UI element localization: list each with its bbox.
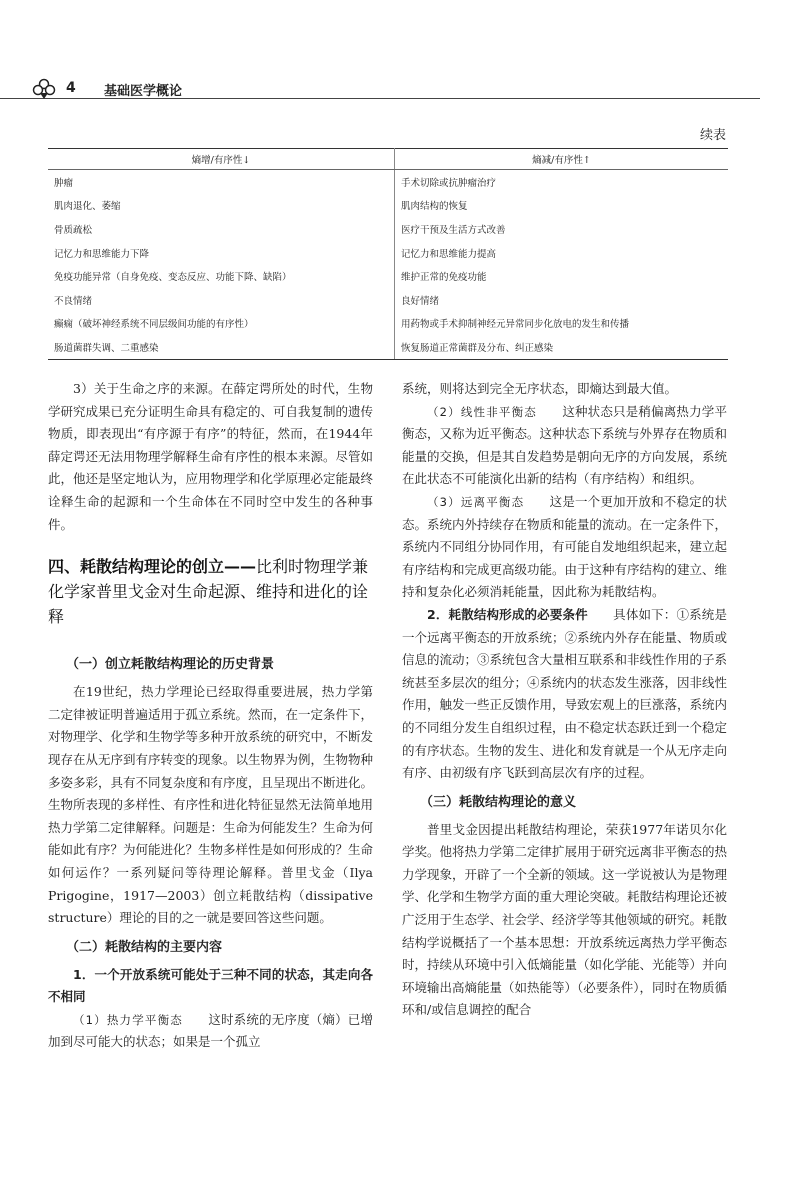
table-cell: 肌肉结构的恢复	[401, 201, 468, 213]
table-cell: 恢复肠道正常菌群及分布、纠正感染	[395, 335, 729, 359]
left-column	[48, 378, 373, 1054]
table-row	[48, 241, 728, 265]
table-cell: 肠道菌群失调、二重感染	[48, 335, 395, 359]
paragraph-history: 在19世纪，热力学理论已经取得重要进展，热力学第二定律被证明普遍适用于孤立系统。然而，在一定条件下，对物理学、化学和生物学等多种开放系统的研究中，不断发现存在从无序到有序转变的现象。以生物界为例，生物物种多姿多彩，具有不同复杂度和有序度，且呈现出不断进化。生物所表现的多样性、有序性和进化特征显然无法简单地用热力学第二定律解释。问题是：生命为何能发生？生命为何能如此有序？为何能进化？生物多样性是如何形成的？生命如何运作？一系列疑问等待理论解释。普里戈金（Ilya Prigogine，1917—2003）创立耗散结构（dissipative structure）理论的目的之一就是要回答这些问题。	[48, 684, 374, 926]
table-cell: 记忆力和思维能力提高	[401, 248, 497, 260]
table-row	[48, 288, 728, 312]
table-row	[48, 170, 728, 194]
paragraph-life-order-origin: 3）关于生命之序的来源。在薛定谔所处的时代，生物学研究成果已充分证明生命具有稳定的、可自我复制的遗传物质，即表现出“有序源于有序”的特征，然而，在1944年薛定谔还无法用物理学解释生命有序性的根本来源。尽管如此，他还是坚定地认为，应用物理学和化学原理必定能最终诠释生命的起源和一个生命体在不同时空中发生的各种事件。	[48, 381, 374, 532]
table-row	[48, 335, 728, 359]
clover-logo-icon	[32, 78, 56, 100]
subsection-heading-significance: （三）耗散结构理论的意义	[420, 794, 577, 810]
item-necessary-conditions: 2．耗散结构形成的必要条件	[427, 606, 588, 622]
table-header-row	[48, 149, 728, 170]
book-title: 基础医学概论	[104, 84, 183, 99]
paragraph-equilibrium	[48, 1009, 373, 1054]
page-header	[0, 78, 800, 100]
table-cell: 不良情绪	[48, 288, 395, 312]
subsection-heading-main-content: （二）耗散结构的主要内容	[66, 939, 223, 955]
table-row	[48, 312, 728, 336]
column-header-entropy-decrease: 熵减/有序性↑	[395, 149, 729, 170]
page-number: 4	[66, 80, 76, 96]
item-three-states: 1．一个开放系统可能处于三种不同的状态，其走向各不相同	[48, 966, 373, 1005]
section-heading-rest: 比利时物理学兼化学家普里戈金对生命起源、维持和进化的诠释	[48, 557, 369, 627]
subsection-heading-history: （一）创立耗散结构理论的历史背景	[66, 657, 275, 673]
paragraph-significance: 普里戈金因提出耗散结构理论，荣获1977年诺贝尔化学奖。他将热力学第二定律扩展用于研究远离非平衡态的热力学现象，开辟了一个全新的领域。这一学说被认为是物理学、化学和生物学方面的重大理论突破。耗散结构理论还被广泛用于生态学、社会学、经济学等其他领域的研究。耗散结构学说概括了一个基本思想：开放系统远离热力学平衡态时，持续从环境中引入低熵能量（如化学能、光能等）并向环境输出高熵能量（如热能等）（必要条件），同时在物质循环和/或信息调控的配合	[402, 821, 728, 1018]
table-row	[48, 217, 728, 241]
paragraph-necessary-conditions	[402, 604, 727, 785]
table-row	[48, 264, 728, 288]
paragraph-linear-text: 这种状态只是稍偏离热力学平衡态，又称为近平衡态。这种状态下系统与外界存在物质和能量的交换，但是其自发趋势是朝向无序的方向发展，系统在此状态不可能演化出新的结构（有序结构）和组织。	[402, 403, 728, 487]
table-cell: 免疫功能异常（自身免疫、变态反应、功能下降、缺陷）	[48, 264, 395, 288]
paragraph-conditions-text: 具体如下：①系统是一个远离平衡态的开放系统；②系统内外存在能量、物质或信息的流动；③系统包含大量相互联系和非线性作用的子系统甚至多层次的组分；④系统内的状态发生涨落，因非线性作用，触发一些正反馈作用，导致宏观上的巨涨落，系统内的不同组分发生自组织过程，由不稳定状态跃迁到一个稳定的有序状态。生物的发生、进化和发育就是一个从无序走向有序、由初级有序飞跃到高层次有序的过程。	[402, 606, 728, 781]
term-linear-nonequilibrium: （2）线性非平衡态	[427, 404, 537, 419]
right-column	[402, 378, 727, 1022]
table-continued-label: 续表	[699, 128, 726, 143]
table-cell: 记忆力和思维能力下降	[48, 241, 395, 265]
section-heading-bold: 四、耗散结构理论的创立——	[48, 557, 257, 577]
term-thermodynamic-equilibrium: （1）热力学平衡态	[73, 1012, 183, 1027]
table-cell: 用药物或手术抑制神经元异常同步化放电的发生和传播	[401, 319, 630, 331]
paragraph-far-from-equilibrium	[402, 491, 727, 604]
table-cell: 医疗干预及生活方式改善	[401, 224, 506, 236]
paragraph-equilibrium-text: 这时系统的无序度（熵）已增加到尽可能大的状态；如果是一个孤立	[48, 1011, 373, 1050]
table-cell: 癫痫（破坏神经系统不同层级间功能的有序性）	[48, 312, 395, 336]
paragraph-far-text: 这是一个更加开放和不稳定的状态。系统内外持续存在物质和能量的流动。在一定条件下，系统内不同组分协同作用，有可能自发地组织起来，建立起有序结构和完成更高级功能。由于这种有序结构的建立、维持和复杂化必须消耗能量，因此称为耗散结构。	[402, 493, 728, 600]
section-heading-dissipative-structure	[48, 554, 373, 629]
table-cell: 良好情绪	[401, 295, 440, 307]
table-cell: 肌肉退化、萎缩	[48, 194, 395, 218]
paragraph-linear-nonequilibrium	[402, 401, 727, 491]
entropy-table	[48, 148, 728, 360]
table-row	[48, 194, 728, 218]
term-far-from-equilibrium: （3）远离平衡态	[427, 494, 525, 509]
table-cell: 维护正常的免疫功能	[401, 272, 487, 284]
column-header-entropy-increase: 熵增/有序性↓	[48, 149, 395, 170]
table-cell: 骨质疏松	[48, 217, 395, 241]
table-cell: 手术切除或抗肿瘤治疗	[401, 177, 497, 189]
paragraph-equilibrium-continued: 系统，则将达到完全无序状态，即熵达到最大值。	[402, 381, 678, 396]
table-cell: 肿瘤	[48, 170, 395, 194]
